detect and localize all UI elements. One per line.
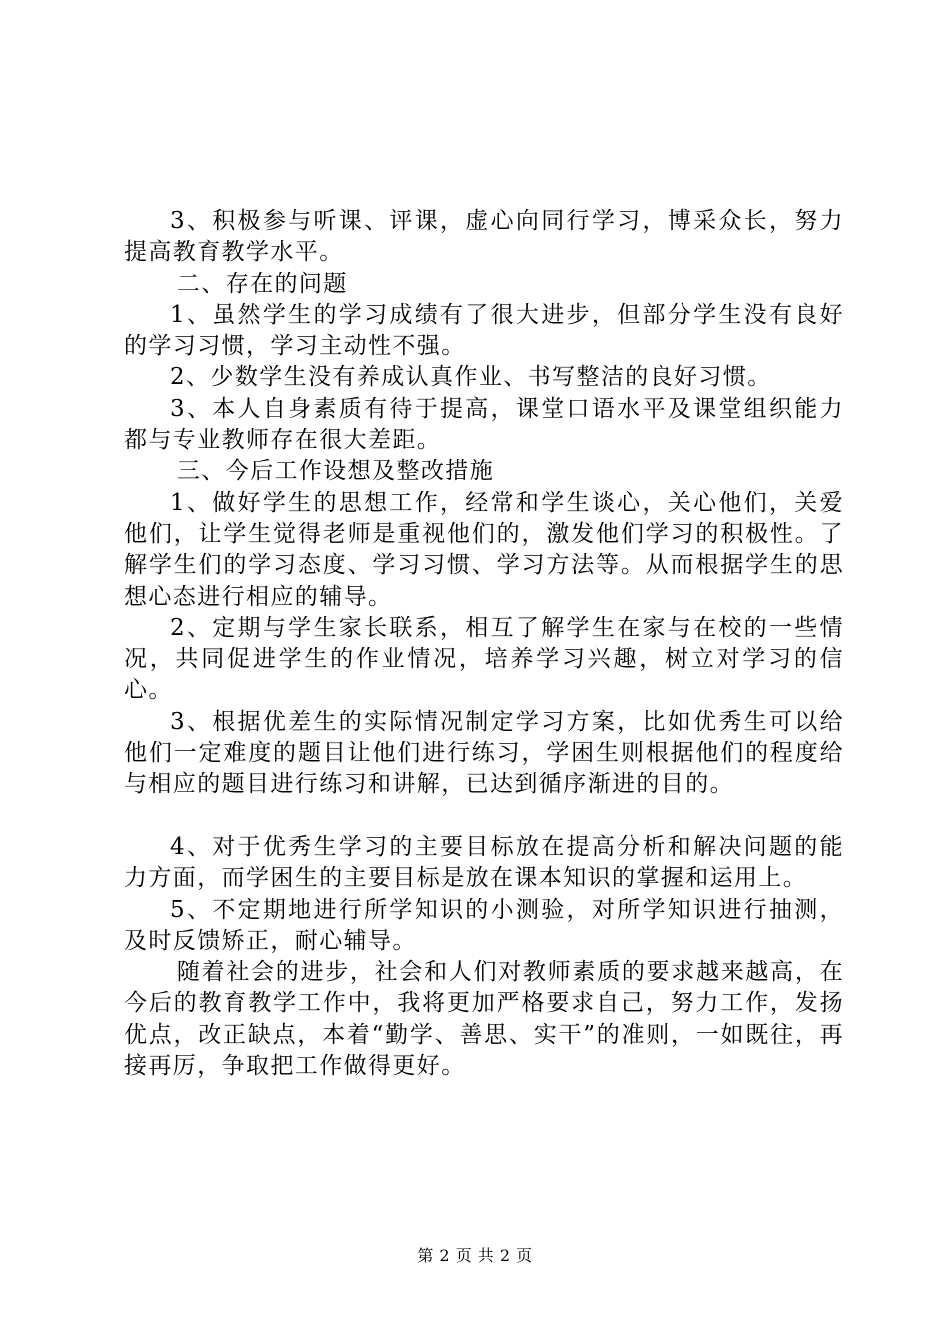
paragraph: 1、虽然学生的学习成绩有了很大进步，但部分学生没有良好的学习习惯，学习主动性不强。 bbox=[124, 301, 844, 360]
paragraph: 5、不定期地进行所学知识的小测验，对所学知识进行抽测，及时反馈矫正，耐心辅导。 bbox=[124, 896, 844, 954]
paragraph: 1、做好学生的思想工作，经常和学生谈心，关心他们，关爱他们，让学生觉得老师是重视他们的，激发他们学习的积极性。了解学生们的学习态度、学习习惯、学习方法等。从而根据学生的思想心态进行相应的辅导。 bbox=[124, 489, 844, 610]
section-heading: 随着社会的进步，社会和人们对教师素质的要求越来越高，在今后的教育教学工作中，我将更加严格要求自己，努力工作，发扬优点，改正缺点，本着“勤学、善思、实干”的准则，一如既往，再接再厉，争取把工作做得更好。 bbox=[124, 959, 844, 1080]
page-footer: 第 2 页 共 2 页 bbox=[417, 1246, 533, 1265]
paragraph: 3、积极参与听课、评课，虚心向同行学习，博采众长，努力提高教育教学水平。 bbox=[124, 208, 844, 266]
paragraph: 3、本人自身素质有待于提高，课堂口语水平及课堂组织能力都与专业教师存在很大差距。 bbox=[124, 395, 844, 454]
blank-line bbox=[124, 801, 844, 832]
paragraph: 4、对于优秀生学习的主要目标放在提高分析和解决问题的能力方面，而学困生的主要目标是放在课本知识的掌握和运用上。 bbox=[124, 833, 844, 892]
document-body bbox=[124, 206, 844, 1082]
section-heading: 三、今后工作设想及整改措施 bbox=[176, 458, 495, 485]
section-heading: 二、存在的问题 bbox=[176, 270, 348, 297]
paragraph: 2、定期与学生家长联系，相互了解学生在家与在校的一些情况，共同促进学生的作业情况，培养学习兴趣，树立对学习的信心。 bbox=[124, 614, 844, 704]
paragraph: 3、根据优差生的实际情况制定学习方案，比如优秀生可以给他们一定难度的题目让他们进行练习，学困生则根据他们的程度给与相应的题目进行练习和讲解，已达到循序渐进的目的。 bbox=[124, 708, 844, 798]
paragraph: 2、少数学生没有养成认真作业、书写整洁的良好习惯。 bbox=[170, 364, 772, 391]
